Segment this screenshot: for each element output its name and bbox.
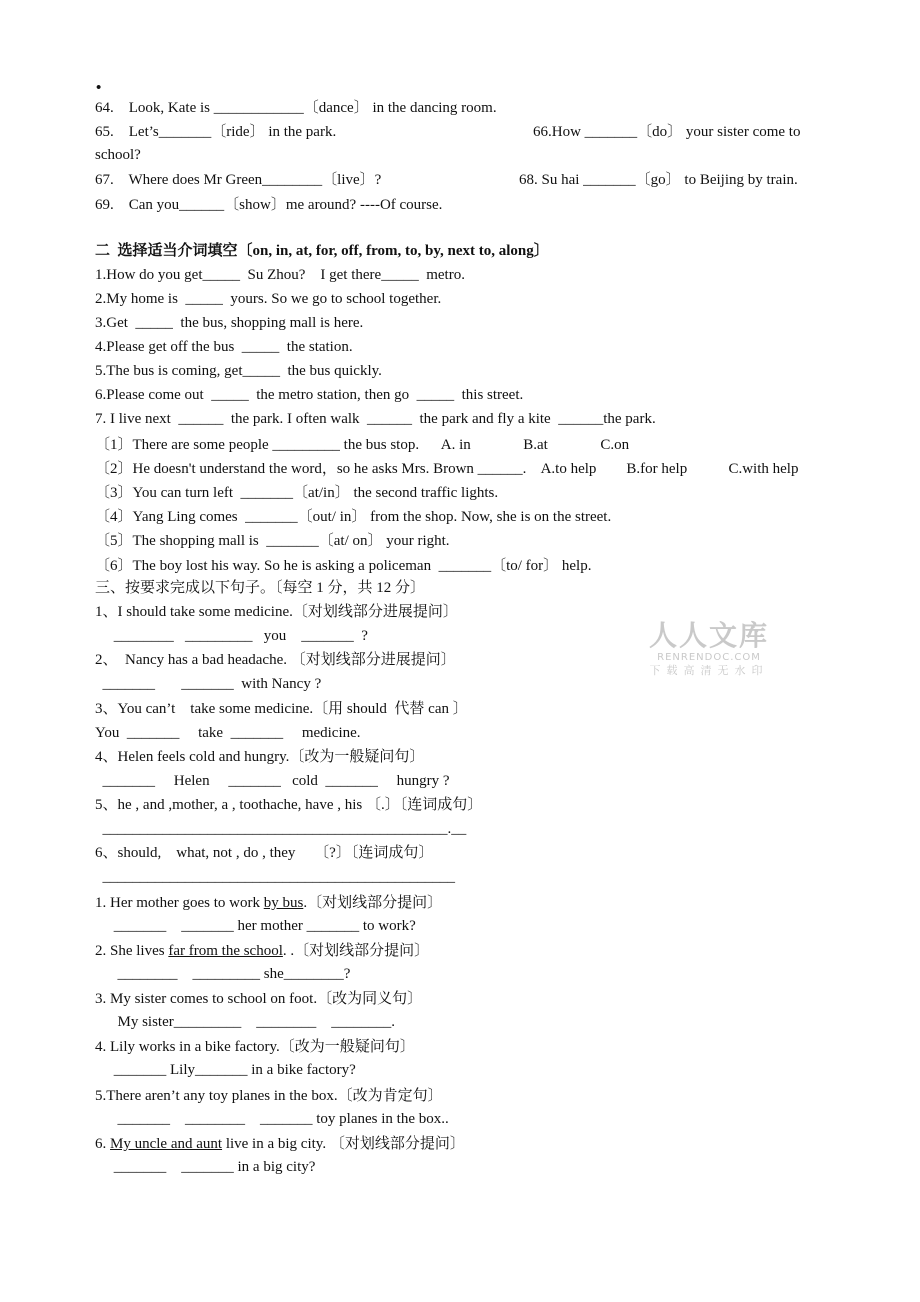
transform-5: 5.There aren’t any toy planes in the box.〔改为肯定句〕 xyxy=(95,1088,443,1104)
watermark-tagline: 下载高清无水印 xyxy=(649,664,769,677)
rewrite-1-answer: ________ _________ you _______ ? xyxy=(95,628,368,644)
prep-item-6: 6.Please come out _____ the metro station, then go _____ this street. xyxy=(95,387,524,403)
prep-item-7: 7. I live next ______ the park. I often walk ______ the park and fly a kite ______the park. xyxy=(95,411,656,427)
question-65: 65. Let’s_______〔ride〕 in the park. xyxy=(95,124,337,140)
rewrite-3-answer: You _______ take _______ medicine. xyxy=(95,725,361,741)
choice-question-4: 〔4〕Yang Ling comes _______〔out/ in〕 from the shop. Now, she is on the street. xyxy=(95,509,612,525)
rewrite-2: 2、 Nancy has a bad headache. 〔对划线部分进展提问〕 xyxy=(95,652,456,668)
rewrite-6-answer: _______________________________________________ xyxy=(95,869,455,885)
prep-item-2: 2.My home is _____ yours. So we go to school together. xyxy=(95,291,442,307)
transform-6-answer: _______ _______ in a big city? xyxy=(95,1159,316,1175)
watermark-logo xyxy=(646,620,772,678)
prep-item-1: 1.How do you get_____ Su Zhou? I get there_____ metro. xyxy=(95,267,465,283)
choice-question-1: 〔1〕There are some people _________ the bus stop. A. in B.at C.on xyxy=(95,437,630,453)
rewrite-5: 5、he , and ,mother, a , toothache, have , his 〔.〕〔连词成句〕 xyxy=(95,797,483,813)
transform-1-answer: _______ _______ her mother _______ to work? xyxy=(95,918,416,934)
question-66: 66.How _______〔do〕 your sister come to xyxy=(533,124,801,140)
choice-question-6: 〔6〕The boy lost his way. So he is asking a policeman _______〔to/ for〕 help. xyxy=(95,558,592,574)
transform-2-answer: ________ _________ she________? xyxy=(95,966,351,982)
rewrite-3: 3、You can’t take some medicine.〔用 should 代替 can 〕 xyxy=(95,701,468,717)
section-2-heading: 二 选择适当介词填空〔on, in, at, for, off, from, to, by, next to, along〕 xyxy=(95,243,549,259)
transform-5-answer: _______ ________ _______ toy planes in the box.. xyxy=(95,1111,449,1127)
question-66-continued: school? xyxy=(95,147,141,163)
section-3-heading: 三、按要求完成以下句子。〔每空 1 分，共 12 分〕 xyxy=(95,580,426,596)
prep-item-3: 3.Get _____ the bus, shopping mall is here. xyxy=(95,315,364,331)
watermark-url: RENRENDOC.COM xyxy=(657,652,761,663)
transform-3: 3. My sister comes to school on foot.〔改为同义句〕 xyxy=(95,991,423,1007)
transform-3-answer: My sister_________ ________ ________. xyxy=(95,1014,395,1030)
question-69: 69. Can you______〔show〕me around? ----Of course. xyxy=(95,197,443,213)
transform-1: 1. Her mother goes to work by bus.〔对划线部分提问〕 xyxy=(95,895,443,911)
transform-4-answer: _______ Lily_______ in a bike factory? xyxy=(95,1062,356,1078)
rewrite-4-answer: _______ Helen _______ cold _______ hungry ? xyxy=(95,773,450,789)
rewrite-5-answer: ______________________________________________.__ xyxy=(95,821,467,837)
rewrite-4: 4、Helen feels cold and hungry.〔改为一般疑问句〕 xyxy=(95,749,425,765)
choice-question-5: 〔5〕The shopping mall is _______〔at/ on〕 your right. xyxy=(95,533,450,549)
question-67: 67. Where does Mr Green________〔live〕? xyxy=(95,172,382,188)
transform-2: 2. She lives far from the school. .〔对划线部分提问〕 xyxy=(95,943,430,959)
prep-item-4: 4.Please get off the bus _____ the station. xyxy=(95,339,353,355)
watermark-title: 人人文库 xyxy=(648,619,769,652)
choice-question-2: 〔2〕He doesn't understand the word，so he asks Mrs. Brown ______. A.to help B.for help C.with help xyxy=(95,461,799,477)
choice-question-3: 〔3〕You can turn left _______〔at/in〕 the second traffic lights. xyxy=(95,485,499,501)
question-64: 64. Look, Kate is ____________〔dance〕 in the dancing room. xyxy=(95,100,497,116)
bullet-mark: • xyxy=(96,80,102,96)
transform-4: 4. Lily works in a bike factory.〔改为一般疑问句〕 xyxy=(95,1039,415,1055)
rewrite-6: 6、should, what, not , do , they 〔?〕〔连词成句〕 xyxy=(95,845,434,861)
prep-item-5: 5.The bus is coming, get_____ the bus quickly. xyxy=(95,363,382,379)
rewrite-2-answer: _______ _______ with Nancy ? xyxy=(95,676,322,692)
question-68: 68. Su hai _______〔go〕 to Beijing by train. xyxy=(519,172,798,188)
rewrite-1: 1、I should take some medicine.〔对划线部分进展提问〕 xyxy=(95,604,458,620)
transform-6: 6. My uncle and aunt live in a big city. 〔对划线部分提问〕 xyxy=(95,1136,465,1152)
